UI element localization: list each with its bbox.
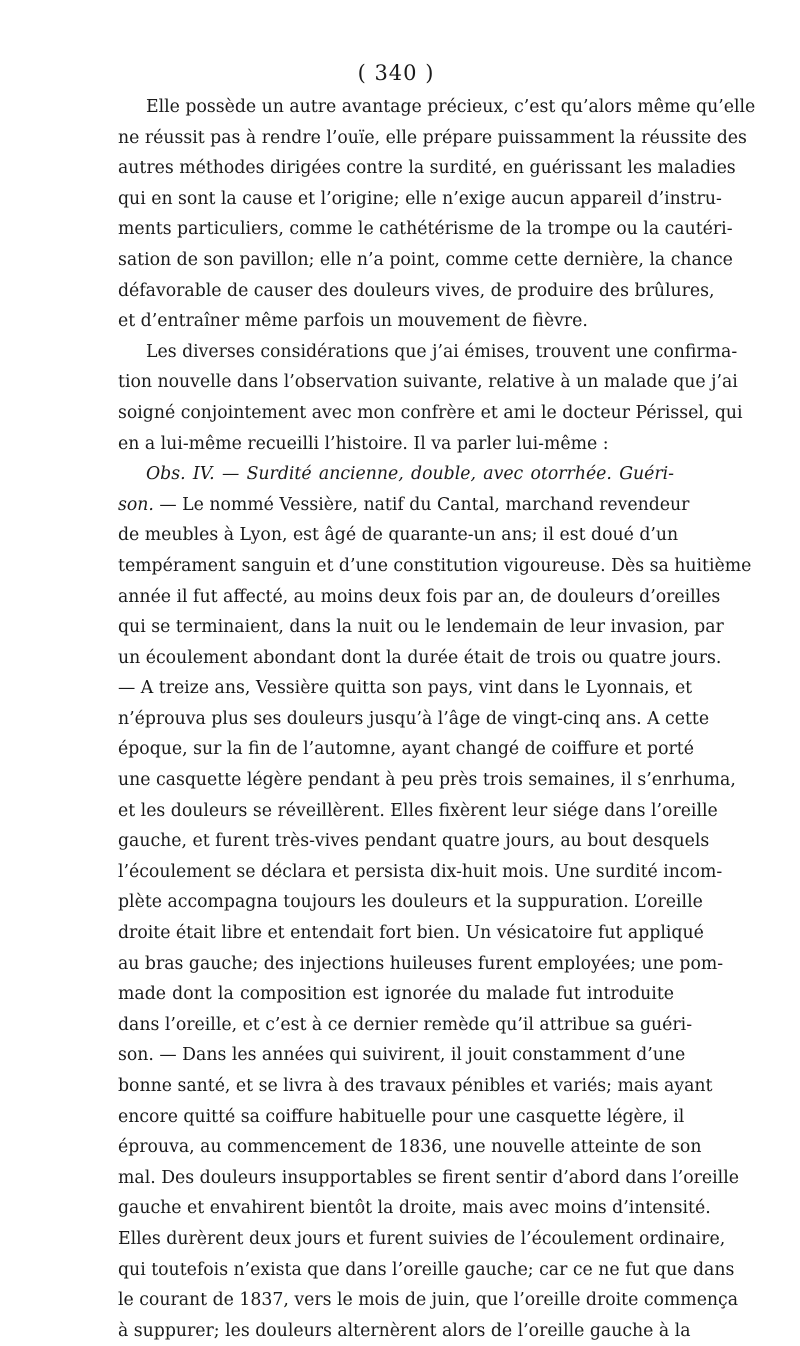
text-line: encore quitté sa coiffure habituelle pour une casquette légère, il: [118, 1106, 685, 1127]
text-line: soigné conjointement avec mon confrère et ami le docteur Périssel, qui: [118, 402, 743, 423]
text-line: droite était libre et entendait fort bien. Un vésicatoire fut appliqué: [118, 923, 704, 944]
text-line: sation de son pavillon; elle n’a point, comme cette dernière, la chance: [118, 249, 733, 270]
text-line: mal. Des douleurs insupportables se firent sentir d’abord dans l’oreille: [118, 1167, 739, 1188]
text-line: défavorable de causer des douleurs vives, de produire des brûlures,: [118, 280, 715, 301]
text-line: n’éprouva plus ses douleurs jusqu’à l’âge de vingt-cinq ans. A cette: [118, 708, 710, 729]
text-line: ments particuliers, comme le cathétérisme de la trompe ou la cautéri-: [118, 219, 733, 240]
text-line: tion nouvelle dans l’observation suivante, relative à un malade que j’ai: [118, 372, 738, 393]
text-line: — A treize ans, Vessière quitta son pays, vint dans le Lyonnais, et: [118, 678, 693, 699]
text-line: à suppurer; les douleurs alternèrent alors de l’oreille gauche à la: [118, 1320, 691, 1341]
text-line: un écoulement abondant dont la durée était de trois ou quatre jours.: [118, 647, 722, 668]
text-line: autres méthodes dirigées contre la surdité, en guérissant les maladies: [118, 158, 736, 179]
text-line: année il fut affecté, au moins deux fois par an, de douleurs d’oreilles: [118, 586, 721, 607]
text-line: qui en sont la cause et l’origine; elle n’exige aucun appareil d’instru-: [118, 188, 722, 209]
observation-heading-continued: son.: [118, 494, 154, 515]
text-line: et les douleurs se réveillèrent. Elles fixèrent leur siége dans l’oreille: [118, 800, 718, 821]
text-line: ne réussit pas à rendre l’ouïe, elle prépare puissamment la réussite des: [118, 127, 747, 148]
text-line: l’écoulement se déclara et persista dix-huit mois. Une surdité incom-: [118, 861, 723, 882]
paragraph-2: [118, 337, 743, 459]
observation-heading: Obs. IV. — Surdité ancienne, double, avec otorrhée. Guéri-: [146, 464, 674, 485]
text-line: [118, 490, 690, 521]
text-line: éprouva, au commencement de 1836, une nouvelle atteinte de son: [118, 1137, 702, 1158]
page-number: ( 340 ): [357, 61, 435, 85]
text-line: qui se terminaient, dans la nuit ou le lendemain de leur invasion, par: [118, 617, 724, 638]
text-segment: — Le nommé Vessière, natif du Cantal, marchand revendeur: [153, 494, 690, 515]
observation-paragraph: [118, 459, 752, 1346]
text-line: gauche, et furent très-vives pendant quatre jours, au bout desquels: [118, 831, 710, 852]
text-line: son. — Dans les années qui suivirent, il jouit constamment d’une: [118, 1045, 686, 1066]
paragraph-1: [118, 92, 756, 337]
text-line: une casquette légère pendant à peu près trois semaines, il s’enrhuma,: [118, 770, 736, 791]
text-line: plète accompagna toujours les douleurs et la suppuration. L’oreille: [118, 892, 703, 913]
text-line: Elles durèrent deux jours et furent suivies de l’écoulement ordinaire,: [118, 1228, 726, 1249]
book-page: [118, 56, 756, 1346]
text-line: le courant de 1837, vers le mois de juin, que l’oreille droite commença: [118, 1290, 739, 1311]
text-line: bonne santé, et se livra à des travaux pénibles et variés; mais ayant: [118, 1076, 713, 1096]
text-line: de meubles à Lyon, est âgé de quarante-un ans; il est doué d’un: [118, 525, 679, 546]
text-line: époque, sur la fin de l’automne, ayant changé de coiffure et porté: [118, 739, 694, 760]
text-line: made dont la composition est ignorée du malade fut introduite: [118, 984, 674, 1005]
text-line: qui toutefois n’exista que dans l’oreille gauche; car ce ne fut que dans: [118, 1259, 735, 1280]
text-line: et d’entraîner même parfois un mouvement de fièvre.: [118, 311, 588, 332]
text-line: tempérament sanguin et d’une constitution vigoureuse. Dès sa huitième: [118, 555, 752, 576]
text-line: Elle possède un autre avantage précieux, c’est qu’alors même qu’elle: [146, 97, 756, 117]
text-line: au bras gauche; des injections huileuses furent employées; une pom-: [118, 953, 724, 974]
text-line: en a lui-même recueilli l’histoire. Il va parler lui-même :: [118, 433, 609, 454]
text-line: dans l’oreille, et c’est à ce dernier remède qu’il attribue sa guéri-: [118, 1014, 693, 1035]
text-line: Les diverses considérations que j’ai émises, trouvent une confirma-: [146, 341, 738, 362]
text-line: gauche et envahirent bientôt la droite, mais avec moins d’intensité.: [118, 1198, 711, 1219]
